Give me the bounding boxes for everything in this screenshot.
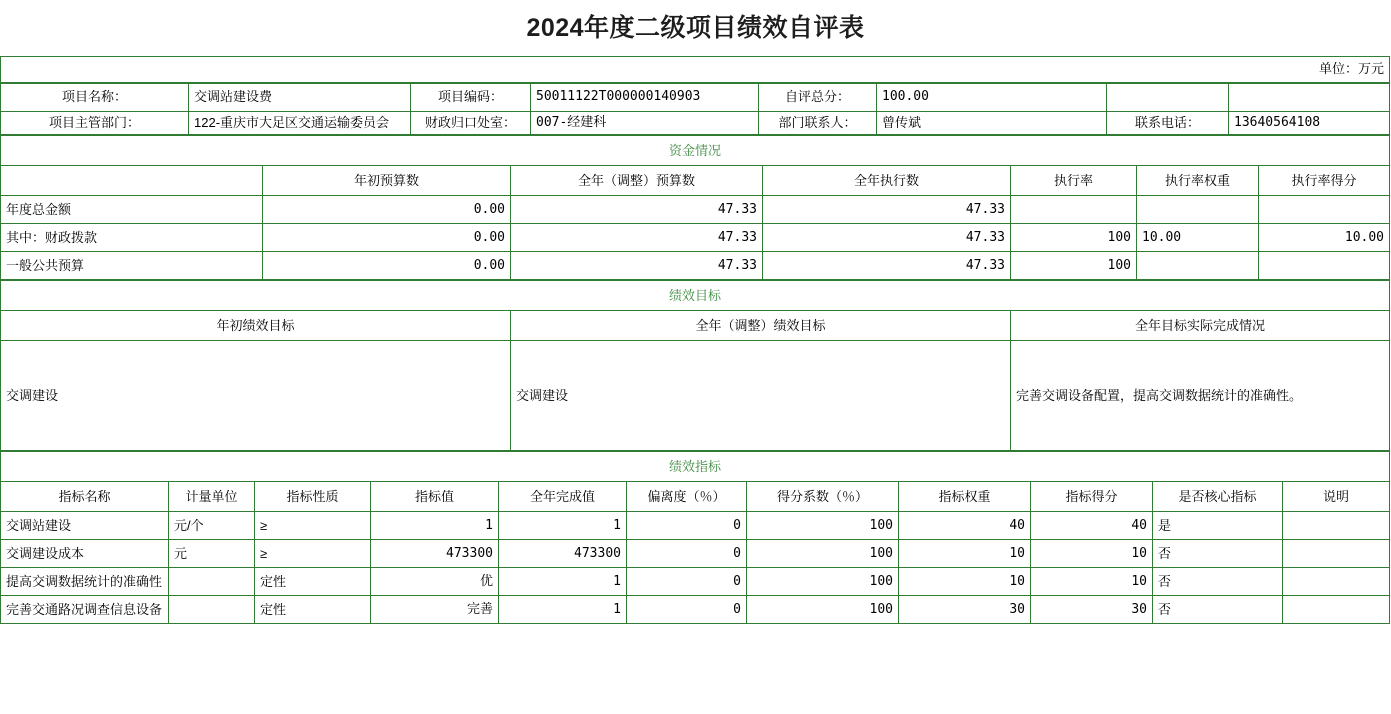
- funds-row-2-rate-weight: [1137, 252, 1259, 280]
- indicator-row-3-score: 30: [1031, 596, 1153, 624]
- table-row: [1, 224, 1390, 252]
- unit-note-table: [0, 56, 1390, 83]
- indicator-row-2-unit: [169, 568, 255, 596]
- basic-info-table: [0, 83, 1390, 135]
- funds-header-0: [1, 166, 263, 196]
- table-row: [1, 196, 1390, 224]
- table-row: [1, 540, 1390, 568]
- indicators-table: [0, 451, 1390, 624]
- funds-row-1-begin-budget: 0.00: [263, 224, 511, 252]
- funds-header-2: 全年（调整）预算数: [511, 166, 763, 196]
- indicator-row-1-unit: 元: [169, 540, 255, 568]
- self-score-label: 自评总分：: [759, 84, 877, 112]
- indicator-row-2-score: 10: [1031, 568, 1153, 596]
- table-row: [1, 252, 1390, 280]
- indicator-row-1-coefficient: 100: [747, 540, 899, 568]
- phone-value: 13640564108: [1229, 112, 1390, 135]
- funds-row-0-rate-score: [1259, 196, 1390, 224]
- project-code-label: 项目编码：: [411, 84, 531, 112]
- goals-table: [0, 280, 1390, 451]
- indicator-row-3-weight: 30: [899, 596, 1031, 624]
- indicators-header-2: 指标性质: [255, 482, 371, 512]
- table-row: [1, 136, 1390, 166]
- table-row: [1, 84, 1390, 112]
- goals-value-1: 交调建设: [511, 341, 1011, 451]
- indicators-section-title: 绩效指标: [1, 452, 1390, 482]
- table-row: [1, 482, 1390, 512]
- indicator-row-2-weight: 10: [899, 568, 1031, 596]
- goals-value-2: 完善交调设备配置，提高交调数据统计的准确性。: [1011, 341, 1390, 451]
- indicator-row-2-is-core: 否: [1153, 568, 1283, 596]
- indicator-row-0-coefficient: 100: [747, 512, 899, 540]
- indicators-header-4: 全年完成值: [499, 482, 627, 512]
- table-row: [1, 281, 1390, 311]
- indicator-row-0-name: 交调站建设: [1, 512, 169, 540]
- indicator-row-1-weight: 10: [899, 540, 1031, 568]
- indicator-row-2-remark: [1283, 568, 1390, 596]
- indicator-row-3-actual: 1: [499, 596, 627, 624]
- indicator-row-3-name: 完善交通路况调查信息设备: [1, 596, 169, 624]
- funds-row-1-exec-rate: 100: [1011, 224, 1137, 252]
- goals-value-0: 交调建设: [1, 341, 511, 451]
- indicator-row-1-name: 交调建设成本: [1, 540, 169, 568]
- funds-row-0-name: 年度总金额: [1, 196, 263, 224]
- indicators-header-0: 指标名称: [1, 482, 169, 512]
- indicator-row-3-is-core: 否: [1153, 596, 1283, 624]
- indicator-row-0-nature: ≥: [255, 512, 371, 540]
- phone-label: 联系电话：: [1107, 112, 1229, 135]
- funds-row-0-rate-weight: [1137, 196, 1259, 224]
- indicator-row-2-nature: 定性: [255, 568, 371, 596]
- funds-row-1-adjusted-budget: 47.33: [511, 224, 763, 252]
- contact-label: 部门联系人：: [759, 112, 877, 135]
- indicators-header-1: 计量单位: [169, 482, 255, 512]
- indicators-header-7: 指标权重: [899, 482, 1031, 512]
- indicators-header-5: 偏离度（％）: [627, 482, 747, 512]
- indicator-row-0-remark: [1283, 512, 1390, 540]
- dept-value: 122-重庆市大足区交通运输委员会: [189, 112, 411, 135]
- funds-row-2-begin-budget: 0.00: [263, 252, 511, 280]
- funds-row-2-executed: 47.33: [763, 252, 1011, 280]
- project-name-label: 项目名称：: [1, 84, 189, 112]
- finance-office-label: 财政归口处室：: [411, 112, 531, 135]
- indicator-row-1-score: 10: [1031, 540, 1153, 568]
- contact-value: 曾传斌: [877, 112, 1107, 135]
- funds-row-2-exec-rate: 100: [1011, 252, 1137, 280]
- funds-row-0-exec-rate: [1011, 196, 1137, 224]
- funds-header-4: 执行率: [1011, 166, 1137, 196]
- indicator-row-2-name: 提高交调数据统计的准确性: [1, 568, 169, 596]
- indicator-row-2-target: 优: [371, 568, 499, 596]
- table-row: [1, 57, 1390, 83]
- unit-note: 单位：万元: [1, 57, 1390, 83]
- finance-office-value: 007-经建科: [531, 112, 759, 135]
- indicator-row-0-unit: 元/个: [169, 512, 255, 540]
- funds-row-2-name: 一般公共预算: [1, 252, 263, 280]
- funds-section-title: 资金情况: [1, 136, 1390, 166]
- funds-row-0-executed: 47.33: [763, 196, 1011, 224]
- indicator-row-0-actual: 1: [499, 512, 627, 540]
- indicator-row-1-nature: ≥: [255, 540, 371, 568]
- funds-row-1-rate-score: 10.00: [1259, 224, 1390, 252]
- indicator-row-2-coefficient: 100: [747, 568, 899, 596]
- funds-row-2-adjusted-budget: 47.33: [511, 252, 763, 280]
- indicator-row-1-actual: 473300: [499, 540, 627, 568]
- funds-row-0-begin-budget: 0.00: [263, 196, 511, 224]
- indicator-row-2-deviation: 0: [627, 568, 747, 596]
- indicator-row-0-weight: 40: [899, 512, 1031, 540]
- funds-table: [0, 135, 1390, 280]
- indicator-row-0-score: 40: [1031, 512, 1153, 540]
- indicator-row-0-is-core: 是: [1153, 512, 1283, 540]
- indicator-row-3-unit: [169, 596, 255, 624]
- funds-header-5: 执行率权重: [1137, 166, 1259, 196]
- indicator-row-3-target: 完善: [371, 596, 499, 624]
- funds-row-1-executed: 47.33: [763, 224, 1011, 252]
- indicator-row-3-remark: [1283, 596, 1390, 624]
- indicator-row-0-deviation: 0: [627, 512, 747, 540]
- indicator-row-0-target: 1: [371, 512, 499, 540]
- table-row: [1, 512, 1390, 540]
- funds-row-0-adjusted-budget: 47.33: [511, 196, 763, 224]
- funds-row-2-rate-score: [1259, 252, 1390, 280]
- page-title: 2024年度二级项目绩效自评表: [526, 14, 865, 42]
- funds-row-1-rate-weight: 10.00: [1137, 224, 1259, 252]
- indicator-row-1-is-core: 否: [1153, 540, 1283, 568]
- dept-label: 项目主管部门：: [1, 112, 189, 135]
- indicator-row-2-actual: 1: [499, 568, 627, 596]
- indicator-row-1-target: 473300: [371, 540, 499, 568]
- funds-header-3: 全年执行数: [763, 166, 1011, 196]
- project-name-value: 交调站建设费: [189, 84, 411, 112]
- project-code-value: 50011122T000000140903: [531, 84, 759, 112]
- indicator-row-1-deviation: 0: [627, 540, 747, 568]
- table-row: [1, 596, 1390, 624]
- funds-row-1-name: 其中：财政拨款: [1, 224, 263, 252]
- table-row: [1, 112, 1390, 135]
- table-row: [1, 568, 1390, 596]
- indicators-header-8: 指标得分: [1031, 482, 1153, 512]
- goals-header-1: 全年（调整）绩效目标: [511, 311, 1011, 341]
- funds-header-6: 执行率得分: [1259, 166, 1390, 196]
- table-row: [1, 166, 1390, 196]
- indicators-header-6: 得分系数（％）: [747, 482, 899, 512]
- indicators-header-10: 说明: [1283, 482, 1390, 512]
- table-row: [1, 311, 1390, 341]
- goals-section-title: 绩效目标: [1, 281, 1390, 311]
- goals-header-0: 年初绩效目标: [1, 311, 511, 341]
- funds-header-1: 年初预算数: [263, 166, 511, 196]
- indicator-row-3-nature: 定性: [255, 596, 371, 624]
- table-row: [1, 452, 1390, 482]
- empty-cell-a: [1107, 84, 1229, 112]
- empty-cell-b: [1229, 84, 1390, 112]
- indicator-row-3-coefficient: 100: [747, 596, 899, 624]
- indicator-row-3-deviation: 0: [627, 596, 747, 624]
- indicator-row-1-remark: [1283, 540, 1390, 568]
- table-row: [1, 341, 1390, 451]
- indicators-header-9: 是否核心指标: [1153, 482, 1283, 512]
- self-score-value: 100.00: [877, 84, 1107, 112]
- indicators-header-3: 指标值: [371, 482, 499, 512]
- goals-header-2: 全年目标实际完成情况: [1011, 311, 1390, 341]
